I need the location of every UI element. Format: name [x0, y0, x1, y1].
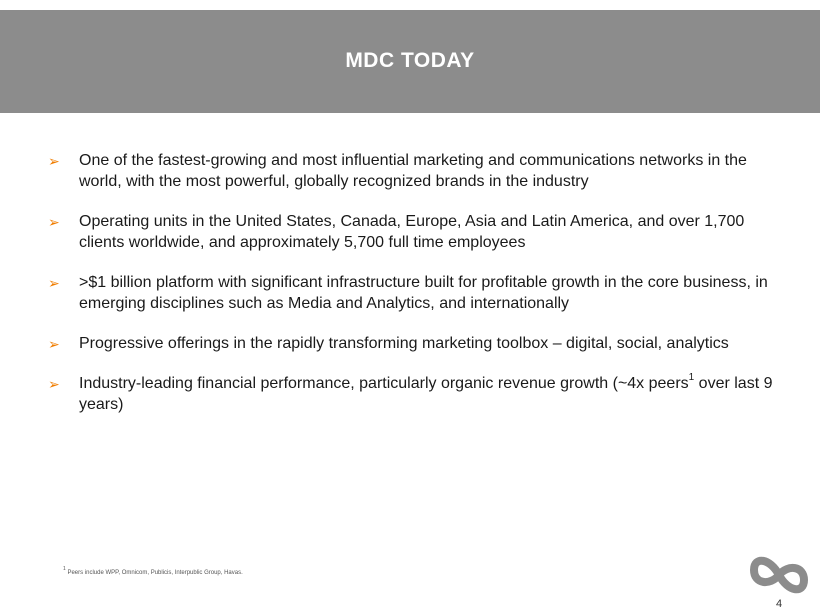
footnote-ref: 1: [688, 371, 695, 383]
list-item: [48, 272, 793, 314]
list-item: [48, 373, 793, 415]
bullet-text-after: over last 9 years): [79, 375, 773, 413]
bullet-list: [48, 150, 793, 434]
footnote-marker: 1: [63, 566, 66, 572]
list-item: [48, 211, 793, 253]
page-number: 4: [776, 598, 783, 610]
mdc-logo-icon: [750, 550, 808, 600]
arrow-right-icon: ➢: [48, 336, 60, 352]
page-title: MDC TODAY: [345, 48, 475, 72]
bullet-text: Operating units in the United States, Canada, Europe, Asia and Latin America, and over 1,700 clients worldwide, and approximately 5,700 full time employees: [79, 213, 745, 251]
bullet-text-before: Industry-leading financial performance, particularly organic revenue growth (~4x peers: [79, 375, 689, 392]
list-item: [48, 150, 793, 192]
list-item: [48, 333, 793, 354]
bullet-text: >$1 billion platform with significant infrastructure built for profitable growth in the core business, in emerging disciplines such as Media and Analytics, and internationally: [79, 274, 768, 312]
arrow-right-icon: ➢: [48, 376, 60, 392]
bullet-text: Progressive offerings in the rapidly transforming marketing toolbox – digital, social, analytics: [79, 335, 729, 352]
footnote: [63, 566, 243, 576]
arrow-right-icon: ➢: [48, 275, 60, 291]
bullet-text: One of the fastest-growing and most influential marketing and communications networks in the world, with the most powerful, globally recognized brands in the industry: [79, 152, 747, 190]
arrow-right-icon: ➢: [48, 214, 60, 230]
footnote-text: Peers include WPP, Omnicom, Publicis, Interpublic Group, Havas.: [67, 570, 243, 576]
arrow-right-icon: ➢: [48, 153, 60, 169]
title-banner: [0, 10, 820, 113]
